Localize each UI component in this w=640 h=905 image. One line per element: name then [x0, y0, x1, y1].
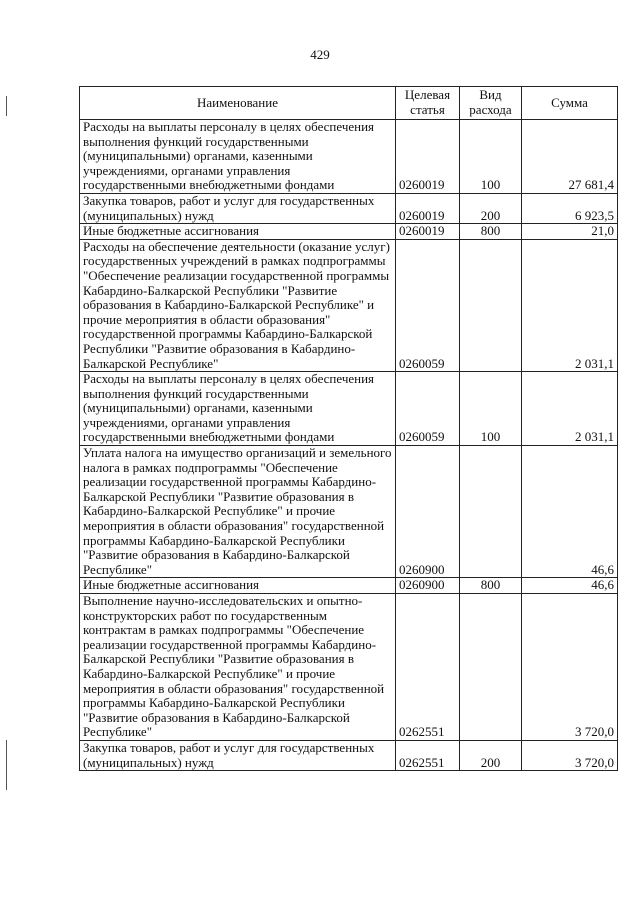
table-row [80, 594, 618, 741]
table-row [80, 224, 618, 240]
row-type: 200 [460, 193, 522, 223]
row-type [460, 446, 522, 578]
row-name: Уплата налога на имущество организаций и земельного налога в рамках подпрограммы "Обеспечение реализации государственной программы Кабардино-Балкарской Республики "Развитие образования в Кабардино-Балкарской Республике" и прочие мероприятия в области образования" государственной программы Кабардино-Балкарской Республики "Развитие образования в Кабардино-Балкарской Республике" [80, 446, 396, 578]
row-code: 0260019 [396, 193, 460, 223]
header-sum: Сумма [522, 87, 618, 120]
row-name: Расходы на обеспечение деятельности (оказание услуг) государственных учреждений в рамках подпрограммы "Обеспечение реализации государственной программы Кабардино-Балкарской Республики "Развитие образования в Кабардино-Балкарской Республике" и прочие мероприятия в области образования" государственной программы Кабардино-Балкарской Республики "Развитие образования в Кабардино-Балкарской Республике" [80, 239, 396, 371]
header-code: Целевая статья [396, 87, 460, 120]
scan-margin-mark [6, 96, 7, 116]
row-name: Выполнение научно-исследовательских и опытно-конструкторских работ по государственным контрактам в рамках подпрограммы "Обеспечение реализации государственной программы Кабардино-Балкарской Республики "Развитие образования в Кабардино-Балкарской Республике" и прочие мероприятия в области образования" государственной программы Кабардино-Балкарской Республики "Развитие образования в Кабардино-Балкарской Республике" [80, 594, 396, 741]
row-sum: 3 720,0 [522, 740, 618, 770]
row-name: Иные бюджетные ассигнования [80, 224, 396, 240]
table-row [80, 740, 618, 770]
row-name: Иные бюджетные ассигнования [80, 578, 396, 594]
row-code: 0260900 [396, 578, 460, 594]
row-code: 0260900 [396, 446, 460, 578]
row-sum: 21,0 [522, 224, 618, 240]
table-row [80, 239, 618, 371]
row-sum: 46,6 [522, 446, 618, 578]
header-type: Вид расхода [460, 87, 522, 120]
row-type: 100 [460, 120, 522, 194]
row-type [460, 239, 522, 371]
row-code: 0260059 [396, 239, 460, 371]
row-code: 0260059 [396, 372, 460, 446]
row-sum: 2 031,1 [522, 239, 618, 371]
row-type: 100 [460, 372, 522, 446]
table-row [80, 446, 618, 578]
row-code: 0260019 [396, 224, 460, 240]
row-sum: 3 720,0 [522, 594, 618, 741]
row-sum: 46,6 [522, 578, 618, 594]
table-row [80, 578, 618, 594]
scan-margin-mark [6, 740, 7, 790]
page-number: 429 [310, 47, 330, 62]
row-name: Закупка товаров, работ и услуг для государственных (муниципальных) нужд [80, 193, 396, 223]
row-type: 800 [460, 224, 522, 240]
row-code: 0262551 [396, 740, 460, 770]
row-sum: 6 923,5 [522, 193, 618, 223]
budget-table [79, 86, 618, 771]
row-name: Расходы на выплаты персоналу в целях обеспечения выполнения функций государственными (муниципальными) органами, казенными учреждениями, органами управления государственными внебюджетными фондами [80, 372, 396, 446]
row-code: 0260019 [396, 120, 460, 194]
row-name: Расходы на выплаты персоналу в целях обеспечения выполнения функций государственными (муниципальными) органами, казенными учреждениями, органами управления государственными внебюджетными фондами [80, 120, 396, 194]
row-name: Закупка товаров, работ и услуг для государственных (муниципальных) нужд [80, 740, 396, 770]
row-code: 0262551 [396, 594, 460, 741]
table-row [80, 120, 618, 194]
row-type: 200 [460, 740, 522, 770]
row-type [460, 594, 522, 741]
table-row [80, 372, 618, 446]
table-header-row [80, 87, 618, 120]
header-name: Наименование [80, 87, 396, 120]
row-type: 800 [460, 578, 522, 594]
row-sum: 27 681,4 [522, 120, 618, 194]
table-row [80, 193, 618, 223]
row-sum: 2 031,1 [522, 372, 618, 446]
